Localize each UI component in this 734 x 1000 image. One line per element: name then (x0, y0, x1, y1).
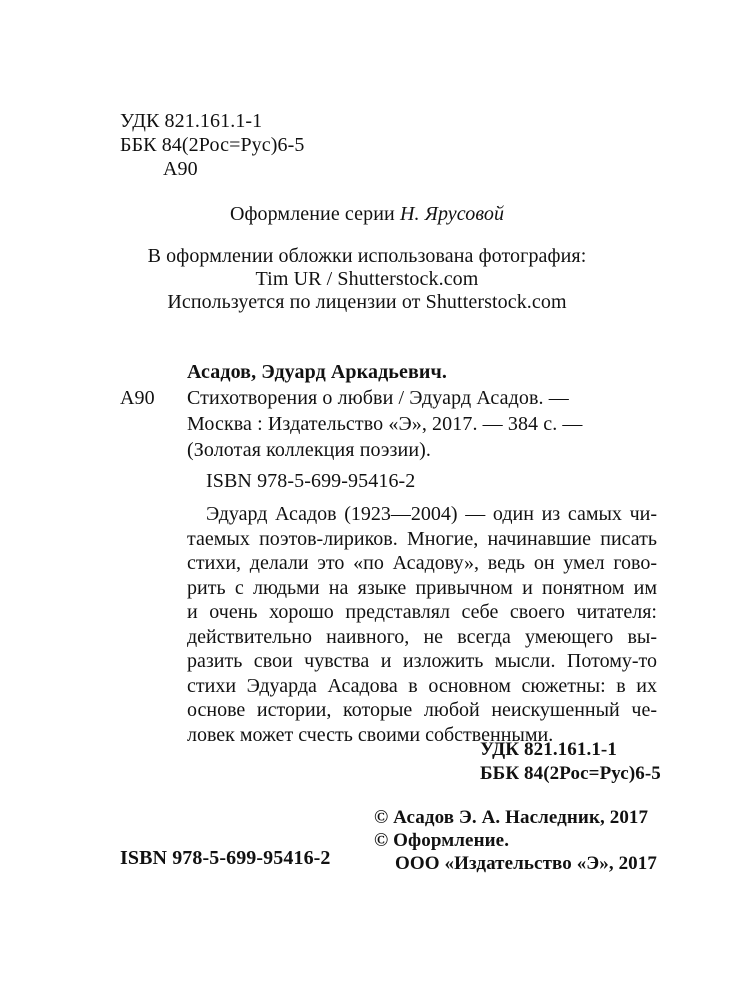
annotation-line: таемых поэтов-лириков. Многие, начинавшие писать (187, 527, 657, 550)
annotation-line: стихи Эдуарда Асадова в основном сюжетны: в их (187, 674, 657, 697)
series-design (0, 203, 734, 225)
annotation-line: стихи, делали это «по Асадову», ведь он умел гово- (187, 552, 657, 574)
catalog-isbn: ISBN 978-5-699-95416-2 (206, 470, 416, 492)
series-design-name: Н. Ярусовой (399, 203, 505, 225)
annotation (187, 502, 657, 747)
annotation-line: разить свои чувства и изложить мысли. Потому-то (187, 650, 657, 672)
series-design-prefix: Оформление серии (229, 203, 395, 225)
annotation-line: действительно наивного, не всегда умеющего вы- (187, 625, 657, 648)
catalog-author: Асадов, Эдуард Аркадьевич. (187, 361, 447, 383)
photo-credit-line2: Tim UR / Shutterstock.com (255, 268, 479, 290)
catalog-title-line2: Москва : Издательство «Э», 2017. — 384 с. — (187, 413, 583, 435)
udk-top: УДК 821.161.1-1 (120, 110, 263, 132)
catalog-code: А90 (120, 387, 155, 409)
annotation-line: Эдуард Асадов (1923—2004) — один из самых чи- (206, 503, 657, 525)
catalog-title-line3: (Золотая коллекция поэзии). (187, 439, 431, 461)
copyright-author: © Асадов Э. А. Наследник, 2017 (374, 807, 649, 828)
catalog-title-line1: Стихотворения о любви / Эдуард Асадов. — (187, 387, 569, 409)
author-mark-top: А90 (163, 158, 198, 180)
bbk-top: ББК 84(2Рос=Рус)6-5 (120, 134, 305, 156)
annotation-line: и очень хорошо представлял себе своего читателя: (187, 601, 657, 623)
annotation-line: основе истории, которые любой неискушенный че- (187, 699, 657, 721)
copyright-publisher: ООО «Издательство «Э», 2017 (395, 853, 657, 874)
annotation-line: рить с людьми на языке привычном и понятном им (187, 576, 657, 599)
copyright-design: © Оформление. (374, 830, 510, 851)
udk-bottom: УДК 821.161.1-1 (480, 739, 617, 760)
photo-credit-line3: Используется по лицензии от Shutterstock.com (167, 291, 567, 313)
isbn-bottom: ISBN 978-5-699-95416-2 (120, 847, 331, 869)
photo-credit-line1: В оформлении обложки использована фотография: (147, 245, 587, 267)
bbk-bottom: ББК 84(2Рос=Рус)6-5 (480, 763, 661, 784)
annotation-line: ловек может счесть своими собственными. (187, 723, 554, 746)
